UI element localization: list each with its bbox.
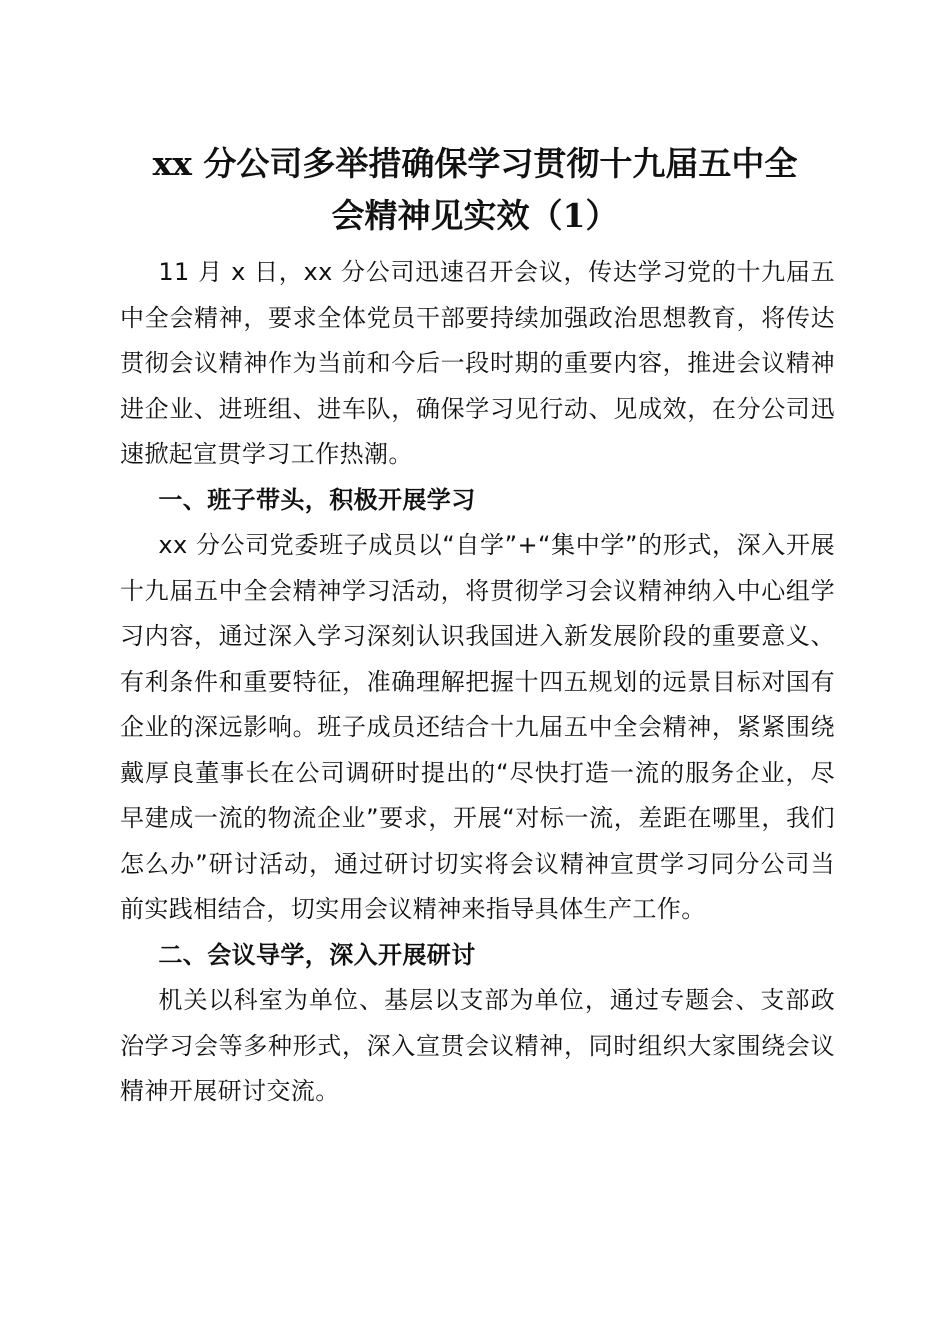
title-line-2: 会精神见实效（1）: [331, 196, 619, 235]
section-1-paragraph: xx 分公司党委班子成员以“自学”+“集中学”的形式，深入开展十九届五中全会精神学习活动，将贯彻学习会议精神纳入中心组学习内容，通过深入学习深刻认识我国进入新发展阶段的重要意义、有利条件和重要特征，准确理解把握十四五规划的远景目标对国有企业的深远影响。班子成员还结合十九届五中全会精神，紧紧围绕戴厚良董事长在公司调研时提出的“尽快打造一流的服务企业，尽早建成一流的物流企业”要求，开展“对标一流，差距在哪里，我们怎么办”研讨活动，通过研讨切实将会议精神宣贯学习同分公司当前实践相结合，切实用会议精神来指导具体生产工作。: [120, 531, 835, 923]
document-body: [120, 250, 835, 1115]
section-2-paragraph: 机关以科室为单位、基层以支部为单位，通过专题会、支部政治学习会等多种形式，深入宣贯会议精神，同时组织大家围绕会议精神开展研讨交流。: [120, 986, 835, 1105]
intro-paragraph: 11 月 x 日，xx 分公司迅速召开会议，传达学习党的十九届五中全会精神，要求全体党员干部要持续加强政治思想教育，将传达贯彻会议精神作为当前和今后一段时期的重要内容，推进会议精神进企业、进班组、进车队，确保学习见行动、见成效，在分公司迅速掀起宣贯学习工作热潮。: [120, 258, 835, 468]
section-heading-2: 二、会议导学，深入开展研讨: [158, 940, 476, 969]
title-line-1: xx 分公司多举措确保学习贯彻十九届五中全: [152, 144, 798, 183]
section-heading-1: 一、班子带头，积极开展学习: [158, 485, 476, 514]
document-title: [100, 138, 850, 242]
